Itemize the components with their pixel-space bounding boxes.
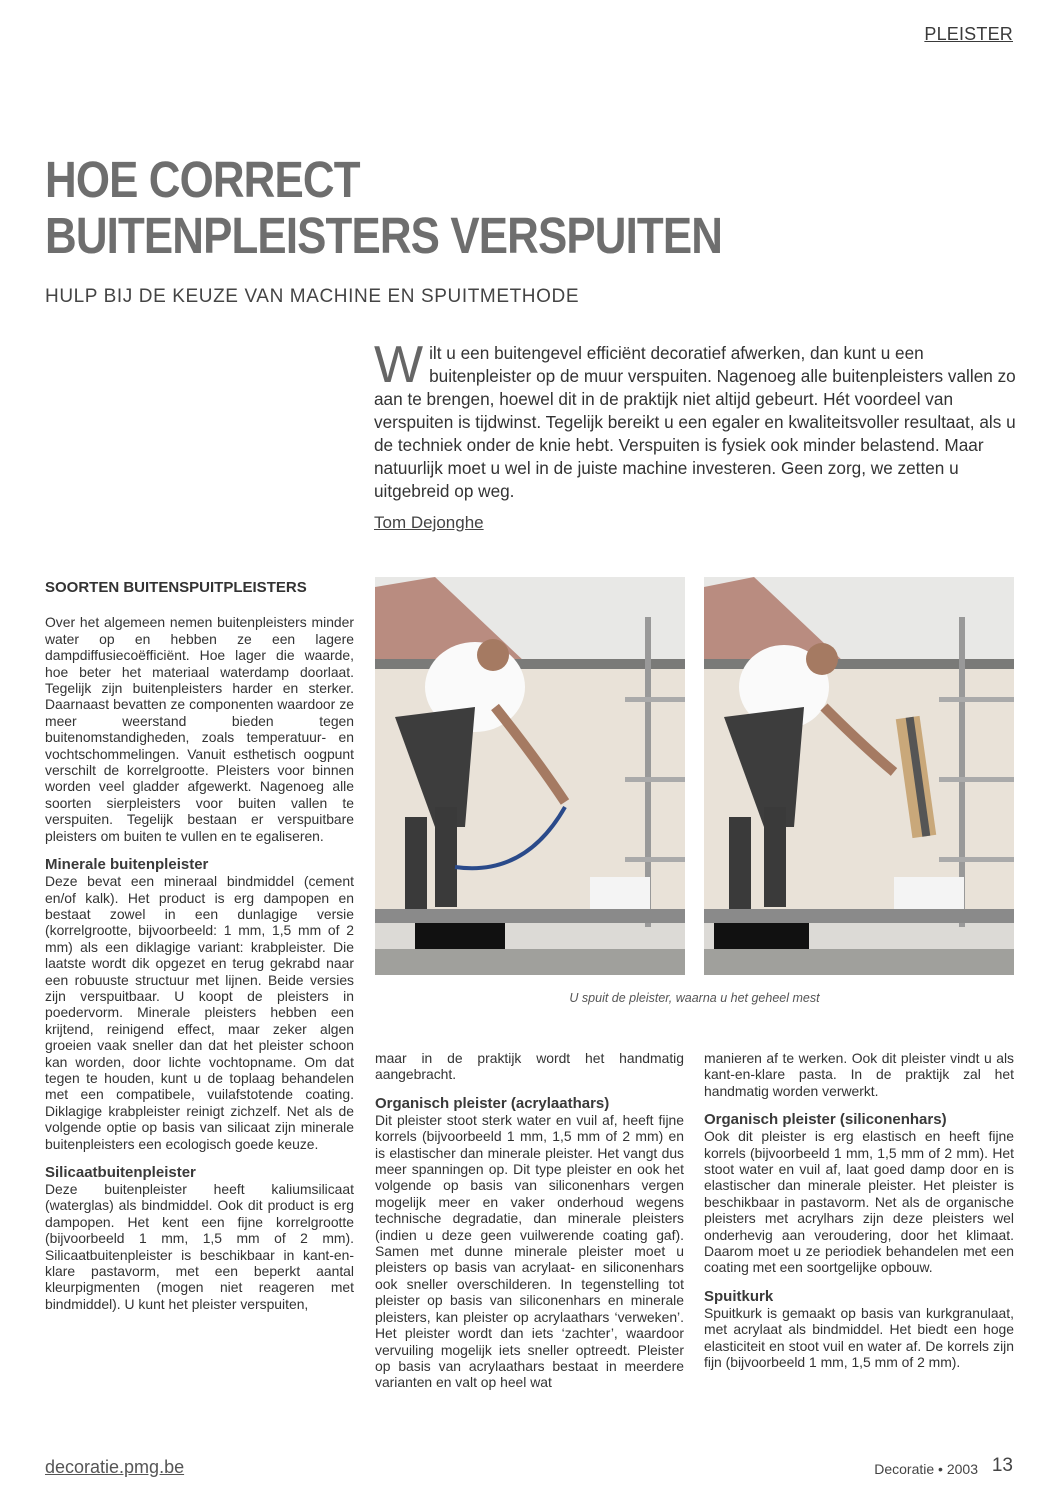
photo-caption: U spuit de pleister, waarna u het geheel mest xyxy=(569,991,820,1005)
article-column-2 xyxy=(375,1050,684,1391)
photo-spraying xyxy=(375,577,685,975)
page-number: 13 xyxy=(991,1455,1013,1476)
heading-spuitkurk: Spuitkurk xyxy=(704,1287,774,1305)
section-tag: PLEISTER xyxy=(924,24,1013,44)
paragraph-acrylaathars: Dit pleister stoot sterk water en vuil af, heeft fijne korrels (bijvoorbeeld 1 mm, 1,5 mm of 2 mm) en is elastischer dan minerale pleister. Het vangt dus meer spanningen op. Dit type pleister en ook het volgende op basis van siliconenhars vergen mogelijk meer en vaker onderhoud wegens technische degradatie, dan minerale pleisters (indien u deze geen vuilwerende coating gaf). Samen met dunne minerale pleister moet u pleisters op basis van acrylaat- en siliconenhars ook sneller overschilderen. In tegenstelling tot pleister op basis van siliconenhars en minerale pleisters, kan pleister op acrylaathars ‘verweken’. Het pleister wordt dan iets ‘zachter’, waardoor vervuiling mogelijk iets sneller optreedt. Pleister op basis van acrylaathars bestaat in meerdere varianten en valt op heel wat xyxy=(375,1111,684,1391)
title-line-2: BUITENPLEISTERS VERSPUITEN xyxy=(45,207,723,264)
paragraph-continued-2: manieren af te werken. Ook dit pleister vindt u als kant-en-klare pasta. In de praktijk zal het handmatig worden verwerkt. xyxy=(704,1050,1014,1099)
paragraph-silicaat: Deze buitenpleister heeft kaliumsilicaat (waterglas) als bindmiddel. Ook dit product is erg dampopen. Het kent een fijne korrelgrootte (bijvoorbeeld 1 mm, 1,5 mm of 2 mm). Silicaatbuitenpleister is beschikbaar in kant-en-klare pastavorm, met een beperkt aantal kleurpigmenten (mogen niet reageren met bindmiddel). U kunt het pleister verspuiten, xyxy=(45,1181,354,1312)
paragraph-continued: maar in de praktijk wordt het handmatig aangebracht. xyxy=(375,1050,684,1083)
heading-silicaat: Silicaatbuitenpleister xyxy=(45,1164,196,1181)
article-column-3 xyxy=(704,1050,1014,1371)
intro-paragraph xyxy=(374,336,1016,503)
photo-smoothing xyxy=(704,577,1014,975)
footer-issue: Decoratie • 2003 xyxy=(874,1461,978,1477)
paragraph-intro: Over het algemeen nemen buitenpleisters minder water op en hebben ze een lagere dampdiffusiecoëfficiënt. Hoe lager die waarde, hoe beter het materiaal waterdamp doorlaat. Tegelijk zijn buitenpleisters harder en sterker. Daarnaast bevatten ze componenten waardoor ze meer weerstand bieden tegen buitenomstandigheden, zoals temperatuur- en vochtschommelingen. Vanuit esthetisch oogpunt verschilt de korrelgrootte. Pleisters voor binnen worden veel gladder afgewerkt. Nagenoeg alle soorten sierpleisters voor buiten vallen te verspuiten. Tegelijk bestaan er verspuitbare pleisters om buiten te vullen en te egaliseren. xyxy=(45,614,354,844)
paragraph-minerale: Deze bevat een mineraal bindmiddel (cement en/of kalk). Het product is erg dampopen en bestaat zowel in een dunlagige versie (korrelgrootte, bijvoorbeeld: 1 mm, 1,5 mm of 2 mm) als een diklagige variant: krabpleister. Die laatste wordt dik opgezet en terug gekrabd naar een robuuste structuur met lijnen. Beide versies zijn verspuitbaar. U koopt de pleisters in poedervorm. Minerale pleisters hebben een krijtend, reinigend effect, maar zeker algen groeien vaak sneller dan dat het pleister schoon kan worden, door lichte vochtopname. Om dat tegen te houden, kunt u de toplaag behandelen met een compatibele, vuilafstotende coating. Diklagige krabpleister reinigt zichzelf. Net als de volgende optie op basis van silicaat zijn minerale buitenpleisters een ecologisch goede keuze. xyxy=(45,873,354,1152)
heading-siliconenhars: Organisch pleister (siliconenhars) xyxy=(704,1111,947,1129)
section-heading: SOORTEN BUITENSPUITPLEISTERS xyxy=(45,579,307,596)
heading-acrylaathars: Organisch pleister (acrylaathars) xyxy=(375,1094,610,1112)
heading-minerale: Minerale buitenpleister xyxy=(45,856,209,874)
footer-website-link[interactable]: decoratie.pmg.be xyxy=(45,1457,185,1477)
drop-cap: W xyxy=(374,336,424,394)
author-byline: Tom Dejonghe xyxy=(374,513,484,532)
title-line-1: HOE CORRECT xyxy=(45,151,360,208)
subtitle: HULP BIJ DE KEUZE VAN MACHINE EN SPUITMETHODE xyxy=(45,286,580,307)
paragraph-siliconenhars: Ook dit pleister is erg elastisch en heeft fijne korrels (bijvoorbeeld 1 mm, 1,5 mm of 2 mm). Het stoot water en vuil af, laat goed damp door en is elastischer dan minerale pleister. Het pleister is beschikbaar in pastavorm. Net als de organische pleisters met acrylhars zijn deze pleisters wel onderhevig aan veroudering, door het klimaat. Daarom moet u ze periodiek behandelen met een coating met een soortgelijke opbouw. xyxy=(704,1128,1014,1276)
article-column-1 xyxy=(45,580,354,1312)
paragraph-spuitkurk: Spuitkurk is gemaakt op basis van kurkgranulaat, met acrylaat als bindmiddel. Het biedt een hoge elasticiteit en stoot vuil en water af. De korrels zijn fijn (bijvoorbeeld 1 mm, 1,5 mm of 2 mm). xyxy=(704,1304,1014,1371)
page-title xyxy=(45,152,888,264)
intro-text: ilt u een buitengevel efficiënt decoratief afwerken, dan kunt u een buitenpleister op de muur verspuiten. Nagenoeg alle buitenpleisters vallen zo aan te brengen, hoewel dit in de praktijk niet altijd gebeurt. Hét voordeel van verspuiten is tijdwinst. Tegelijk bereikt u een egaler en kwaliteitsvoller resultaat, als u de techniek onder de knie hebt. Verspuiten is fysiek ook minder belastend. Maar natuurlijk moet u wel in de juiste machine investeren. Geen zorg, we zetten u uitgebreid op weg. xyxy=(374,343,1016,501)
